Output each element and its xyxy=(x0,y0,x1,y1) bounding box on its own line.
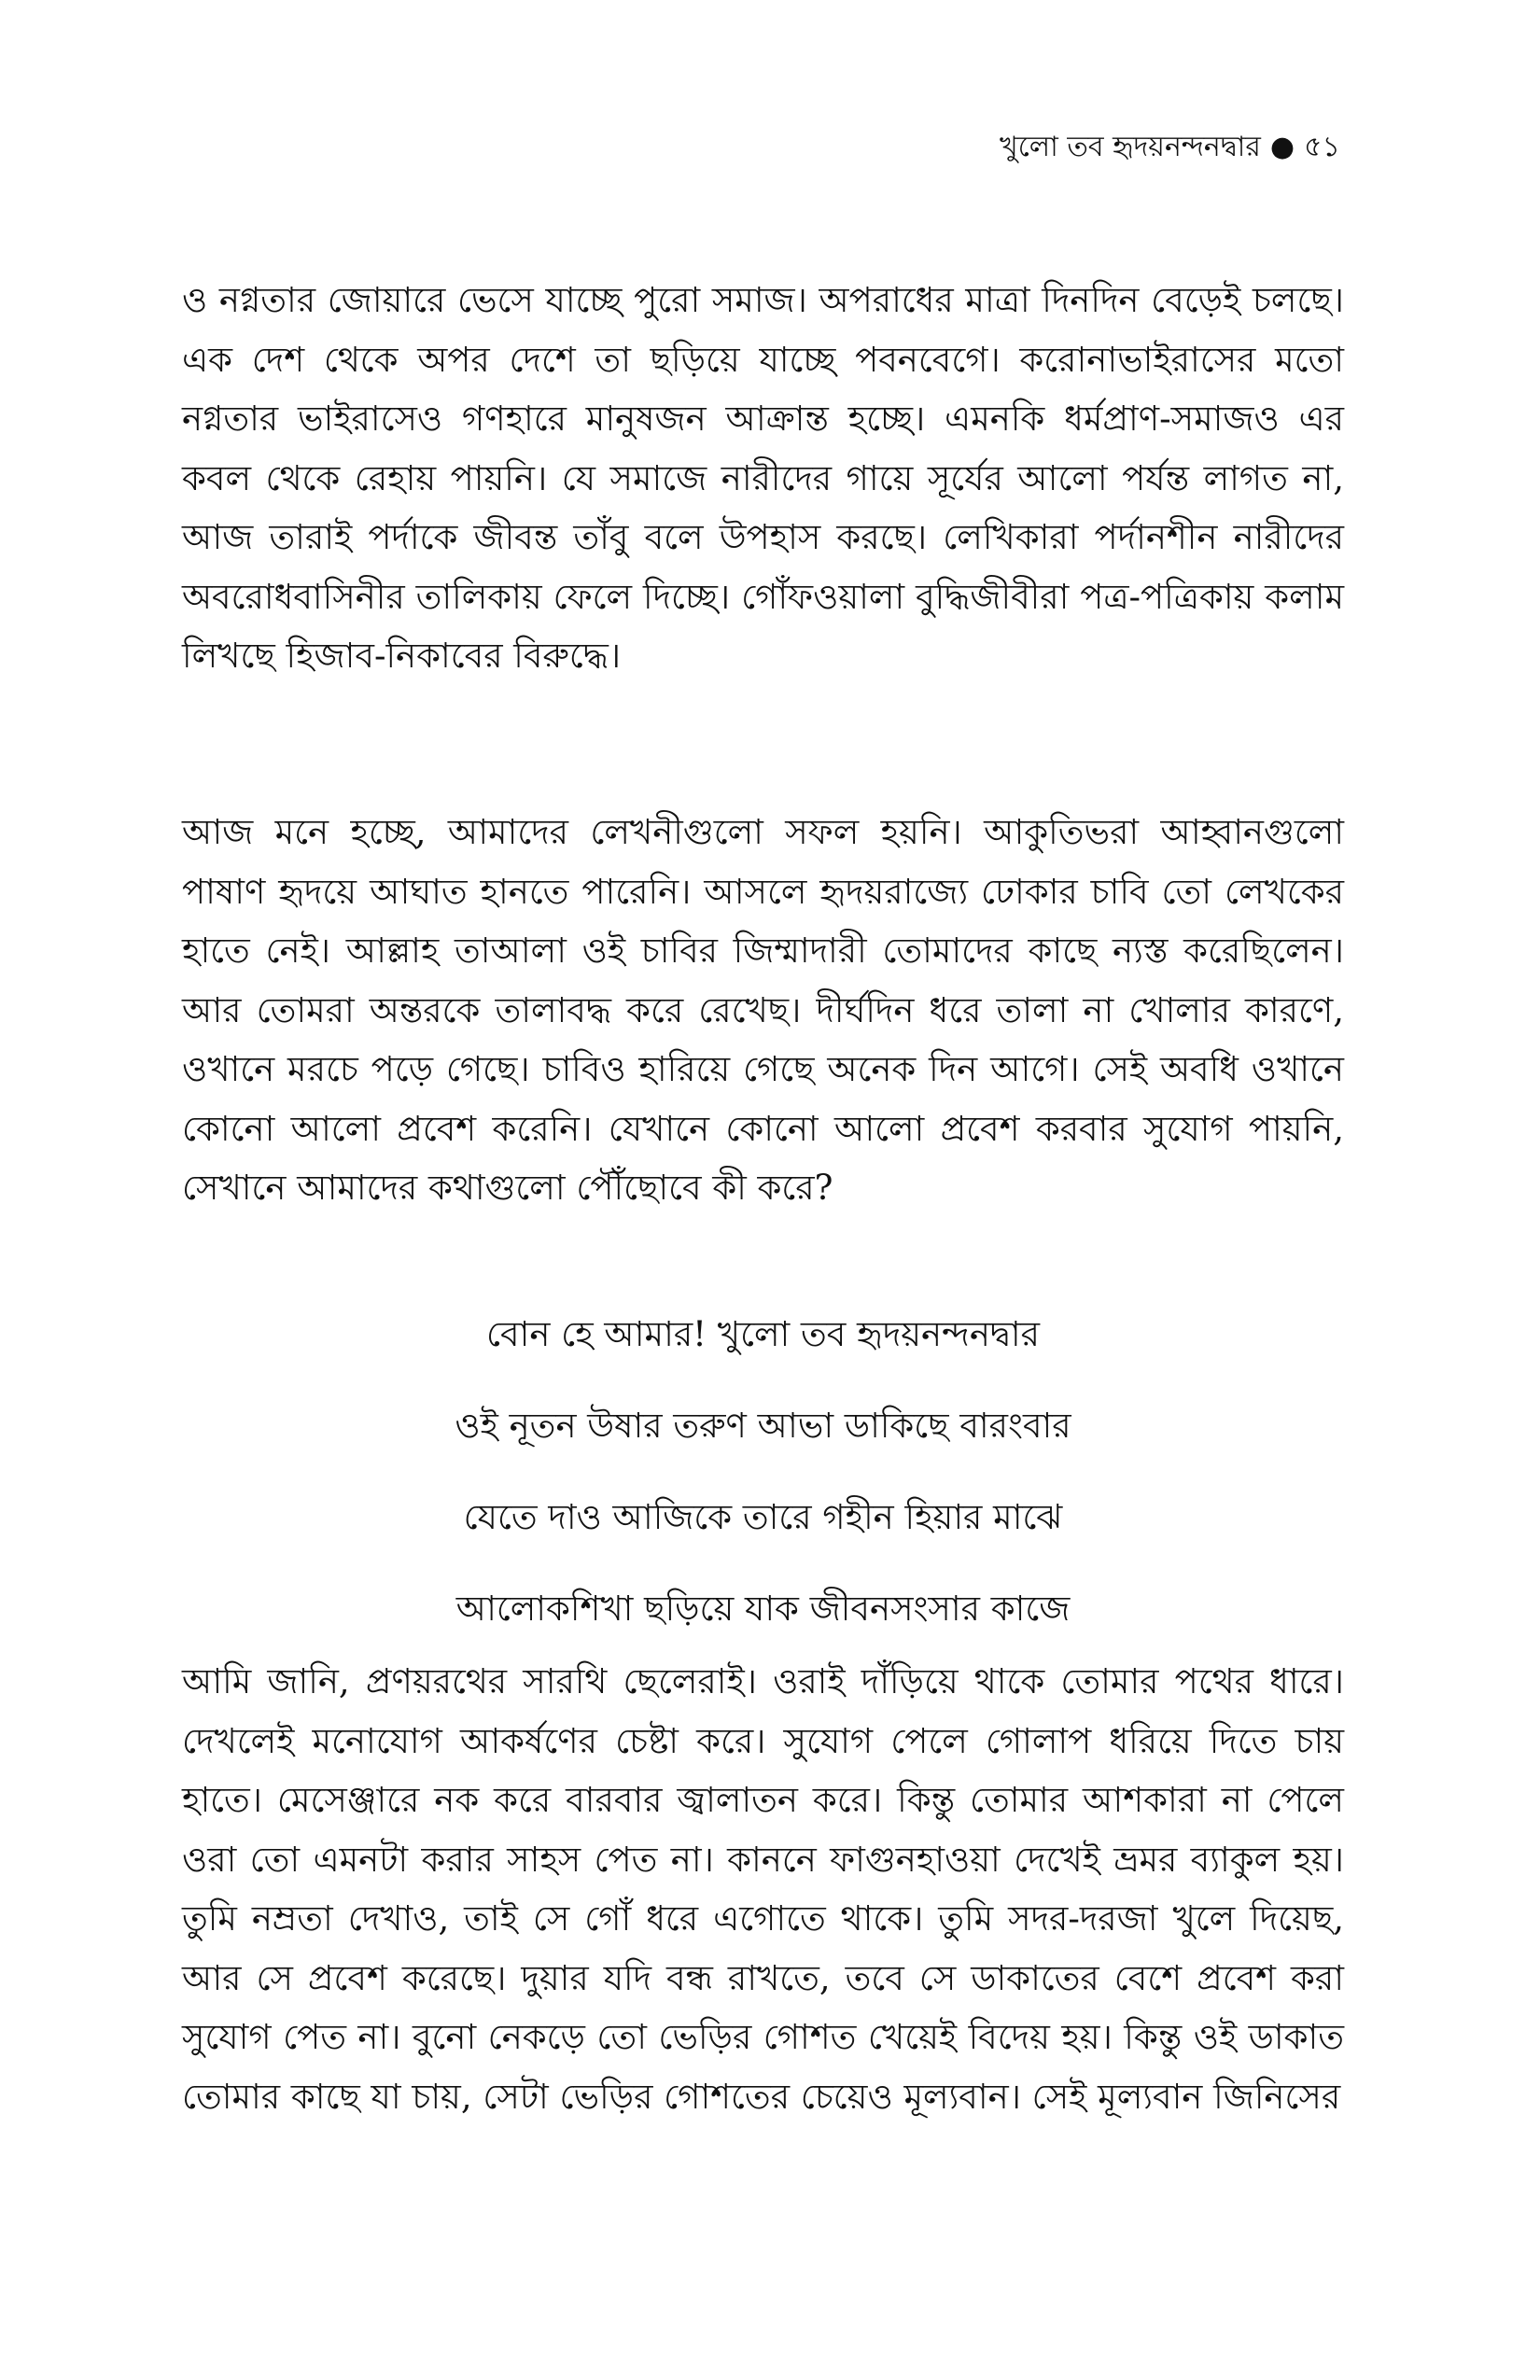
header-bullet-separator: ● xyxy=(1269,131,1295,163)
paragraph-2: আজ মনে হচ্ছে, আমাদের লেখনীগুলো সফল হয়নি। আকুতিভরা আহ্বানগুলো পাষাণ হৃদয়ে আঘাত হানতে পারেনি। আসলে হৃদয়রাজ্যে ঢোকার চাবি তো লেখকের হাতে নেই। আল্লাহ তাআলা ওই চাবির জিম্মাদারী তোমাদের কাছে ন্যস্ত করেছিলেন। আর তোমরা অন্তরকে তালাবদ্ধ করে রেখেছ। দীর্ঘদিন ধরে তালা না খোলার কারণে, ওখানে মরচে পড়ে গেছে। চাবিও হারিয়ে গেছে অনেক দিন আগে। সেই অবধি ওখানে কোনো আলো প্রবেশ করেনি। যেখানে কোনো আলো প্রবেশ করবার সুযোগ পায়নি, সেখানে আমাদের কথাগুলো পৌঁছোবে কী করে? xyxy=(182,812,1344,1208)
paragraph-1: ও নগ্নতার জোয়ারে ভেসে যাচ্ছে পুরো সমাজ। অপরাধের মাত্রা দিনদিন বেড়েই চলছে। এক দেশ থেকে অপর দেশে তা ছড়িয়ে যাচ্ছে পবনবেগে। করোনাভাইরাসের মতো নগ্নতার ভাইরাসেও গণহারে মানুষজন আক্রান্ত হচ্ছে। এমনকি ধর্মপ্রাণ-সমাজও এর কবল থেকে রেহায় পায়নি। যে সমাজে নারীদের গায়ে সূর্যের আলো পর্যন্ত লাগত না, আজ তারাই পর্দাকে জীবন্ত তাঁবু বলে উপহাস করছে। লেখিকারা পর্দানশীন নারীদের অবরোধবাসিনীর তালিকায় ফেলে দিচ্ছে। গোঁফওয়ালা বুদ্ধিজীবীরা পত্র-পত্রিকায় কলাম লিখছে হিজাব-নিকাবের বিরুদ্ধে। xyxy=(182,280,1344,676)
paragraph-3: আমি জানি, প্রণয়রথের সারথি ছেলেরাই। ওরাই দাঁড়িয়ে থাকে তোমার পথের ধারে। দেখলেই মনোযোগ আকর্ষণের চেষ্টা করে। সুযোগ পেলে গোলাপ ধরিয়ে দিতে চায় হাতে। মেসেঞ্জারে নক করে বারবার জ্বালাতন করে। কিন্তু তোমার আশকারা না পেলে ওরা তো এমনটা করার সাহস পেত না। কাননে ফাগুনহাওয়া দেখেই ভ্রমর ব্যাকুল হয়। তুমি নম্রতা দেখাও, তাই সে গোঁ ধরে এগোতে থাকে। তুমি সদর-দরজা খুলে দিয়েছ, আর সে প্রবেশ করেছে। দুয়ার যদি বন্ধ রাখতে, তবে সে ডাকাতের বেশে প্রবেশ করা সুযোগ পেত না। বুনো নেকড়ে তো ভেড়ির গোশত খেয়েই বিদেয় হয়। কিন্তু ওই ডাকাত তোমার কাছে যা চায়, সেটা ভেড়ির গোশতের চেয়েও মূল্যবান। সেই মূল্যবান জিনিসের xyxy=(182,1661,1344,2117)
poem-line-4: আলোকশিখা ছড়িয়ে যাক জীবনসংসার কাজে xyxy=(455,1589,1071,1629)
poem-line-1: বোন হে আমার! খুলো তব হৃদয়নন্দনদ্বার xyxy=(486,1314,1040,1354)
poem-stanza xyxy=(182,1316,1344,1682)
page-number: ৫১ xyxy=(1304,131,1340,163)
running-header xyxy=(1000,129,1340,166)
running-title: খুলো তব হৃদয়নন্দনদ্বার xyxy=(1000,131,1261,163)
poem-line-3: যেতে দাও আজিকে তারে গহীন হিয়ার মাঝে xyxy=(463,1497,1063,1537)
poem-line-2: ওই নূতন উষার তরুণ আভা ডাকিছে বারংবার xyxy=(455,1406,1071,1446)
